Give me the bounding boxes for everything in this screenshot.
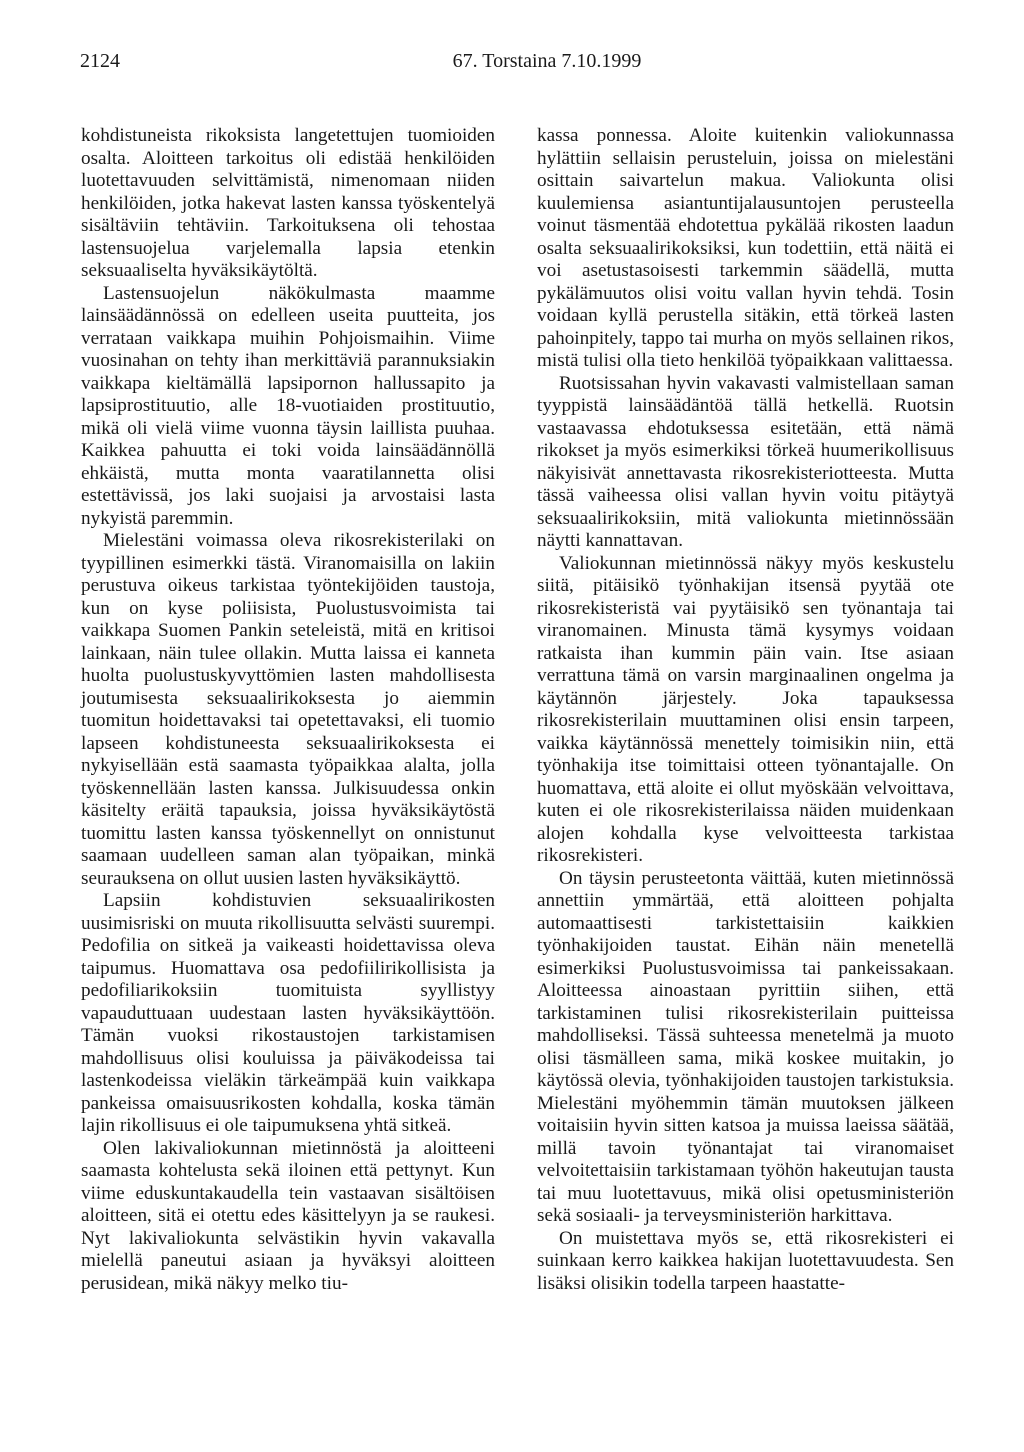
paragraph: Lapsiin kohdistuvien seksuaalirikosten uusimisriski on muuta rikollisuutta selvästi suurempi. Pedofilia on sitkeä ja vaikeasti hoidettavissa oleva taipumus. Huomattava osa pedofiilirikollisista ja pedofiliarikoksiin tuomituista syyllistyy vapauduttuaan uudestaan lasten hyväksikäyttöön. Tämän vuoksi rikostaustojen tarkistamisen mahdollisuus olisi kouluissa ja päiväkodeissa tai lastenkodeissa vieläkin tärkeämpää kuin vaikkapa pankeissa omaisuusrikosten kohdalla, koska tämän lajin rikollisuus ei ole taipumuksena yhtä sitkeä. bbox=[81, 890, 495, 1136]
paragraph: kassa ponnessa. Aloite kuitenkin valiokunnassa hylättiin sellaisin perusteluin, joissa on mielestäni osittain saivartelun makua. Valiokunta olisi kuulemiensa asiantuntijalausuntojen perusteella voinut täsmentää ehdotettua pykälää rikosten laadun osalta seksuaalirikoksiksi, kun todettiin, että näitä ei voi asetustasoisesti tarkemmin säädellä, mutta pykälämuutos olisi voitu vallan hyvin tehdä. Tosin voidaan kyllä perustella sitäkin, että törkeä lasten pahoinpitely, tappo tai murha on myös sellainen rikos, mistä tulisi olla tieto henkilöä työpaikkaan valittaessa. bbox=[537, 125, 954, 371]
page-header bbox=[80, 50, 954, 80]
paragraph: Mielestäni voimassa oleva rikosrekisterilaki on tyypillinen esimerkki tästä. Viranomaisilla on lakiin perustuva oikeus tarkistaa työntekijöiden taustoja, kun on kyse poliisista, Puolustusvoimista tai vaikkapa Suomen Pankin seteleistä, mitä en kritisoi lainkaan, näin tulee ollakin. Mutta laissa ei kanneta huolta puolustuskyvyttömien lasten mahdollisesta joutumisesta seksuaalirikoksesta jo aiemmin tuomitun hoidettavaksi tai opetettavaksi, eli tuomio lapseen kohdistuneesta seksuaalirikoksesta ei nykyisellään estä saamasta työpaikkaa alalta, jolla työskennellään lasten kanssa. Julkisuudessa onkin käsitelty eräitä tapauksia, joissa hyväksikäytöstä tuomittu lasten kanssa työskennellyt on onnistunut saamaan uudelleen saman alan työpaikan, minkä seurauksena on ollut uusien lasten hyväksikäyttö. bbox=[81, 530, 495, 889]
running-head: 67. Torstaina 7.10.1999 bbox=[452, 50, 642, 72]
paragraph: On muistettava myös se, että rikosrekisteri ei suinkaan kerro kaikkea hakijan luotettavuudesta. Sen lisäksi olisikin todella tarpeen haastatte- bbox=[537, 1227, 954, 1294]
paragraph: Valiokunnan mietinnössä näkyy myös keskustelu siitä, pitäisikö työnhakijan itsensä pyytää ote rikosrekisteristä vai pyytäisikö sen työnantaja tai viranomainen. Minusta tämä kysymys voidaan ratkaista ihan kummin päin vain. Itse asiaan verrattuna tämä on varsin marginaalinen ongelma ja käytännön järjestely. Joka tapauksessa rikosrekisterilain muuttaminen olisi ensin tarpeen, vaikka käytännössä menettely toimisikin niin, että työnhakija itse toimittaisi otteen työnantajalle. On huomattava, että aloite ei ollut myöskään velvoittava, kuten ei ole rikosrekisterilaissa näiden muidenkaan alojen kohdalla kyse velvoitteesta tarkistaa rikosrekisteri. bbox=[537, 552, 954, 866]
paragraph: Lastensuojelun näkökulmasta maamme lainsäädännössä on edelleen useita puutteita, jos verrataan vaikkapa muihin Pohjoismaihin. Viime vuosinahan on tehty ihan merkittäviä parannuksiakin vaikkapa kieltämällä lapsipornon hallussapito ja lapsiprostituutio, alle 18-vuotiaiden prostituutio, mikä oli vielä viime vuonna täysin laillista puuhaa. Kaikkea pahuutta ei toki voida lainsäädännöllä ehkäistä, mutta monta vaaratilannetta olisi estettävissä, jos laki suojaisi ja arvostaisi lasta nykyistä paremmin. bbox=[81, 282, 495, 529]
page-number: 2124 bbox=[80, 50, 120, 72]
paragraph: Olen lakivaliokunnan mietinnöstä ja aloitteeni saamasta kohtelusta sekä iloinen että pettynyt. Kun viime eduskuntakaudella tein vastaavan sisältöisen aloitteen, sitä ei otettu edes käsittelyyn ja se raukesi. Nyt lakivaliokunta selvästikin hyvin vakavalla mielellä paneutui asiaan ja hyväksyi aloitteen perusidean, mikä näkyy melko tiu- bbox=[81, 1137, 495, 1294]
paragraph: Ruotsissahan hyvin vakavasti valmistellaan saman tyyppistä lainsäädäntöä tällä hetkellä. Ruotsin vastaavassa ehdotuksessa esitetään, että nämä rikokset ja myös esimerkiksi törkeä huumerikollisuus näkyisivät annettavasta rikosrekisteriotteesta. Mutta tässä vaiheessa olisi vallan hyvin voitu pitäytyä seksuaalirikoksiin, mitä valiokunta mietinnössään näytti kannattavan. bbox=[537, 372, 954, 551]
left-column bbox=[81, 125, 495, 1295]
paragraph: On täysin perusteetonta väittää, kuten mietinnössä annettiin ymmärtää, että aloitteen pohjalta automaattisesti tarkistettaisiin kaikkien työnhakijoiden taustat. Eihän näin menetellä esimerkiksi Puolustusvoimissa tai pankeissakaan. Aloitteessa ainoastaan pyrittiin siihen, että tarkistaminen tulisi rikosrekisterilain puitteissa mahdolliseksi. Tässä suhteessa menetelmä ja muoto olisi täsmälleen sama, mikä koskee muitakin, jo käytössä olevia, työnhakijoiden taustojen tarkistuksia. Mielestäni myöhemmin tämän muutoksen jälkeen voitaisiin hyvin sitten katsoa ja muissa laeissa säätää, millä tavoin työnantajat tai viranomaiset velvoitettaisiin tarkistamaan työhön hakeutujan tausta tai muu luotettavuus, mikä olisi opetusministeriön sekä sosiaali- ja terveysministeriön harkittava. bbox=[537, 867, 954, 1226]
paragraph: kohdistuneista rikoksista langetettujen tuomioiden osalta. Aloitteen tarkoitus oli edistää henkilöiden luotettavuuden selvittämistä, nimenomaan niiden henkilöiden, jotka hakevat lasten kanssa työskentelyä sisältäviin tehtäviin. Tarkoituksena oli tehostaa lastensuojelua varjelemalla lapsia etenkin seksuaaliselta hyväksikäytöltä. bbox=[81, 125, 495, 281]
right-column bbox=[537, 125, 954, 1295]
